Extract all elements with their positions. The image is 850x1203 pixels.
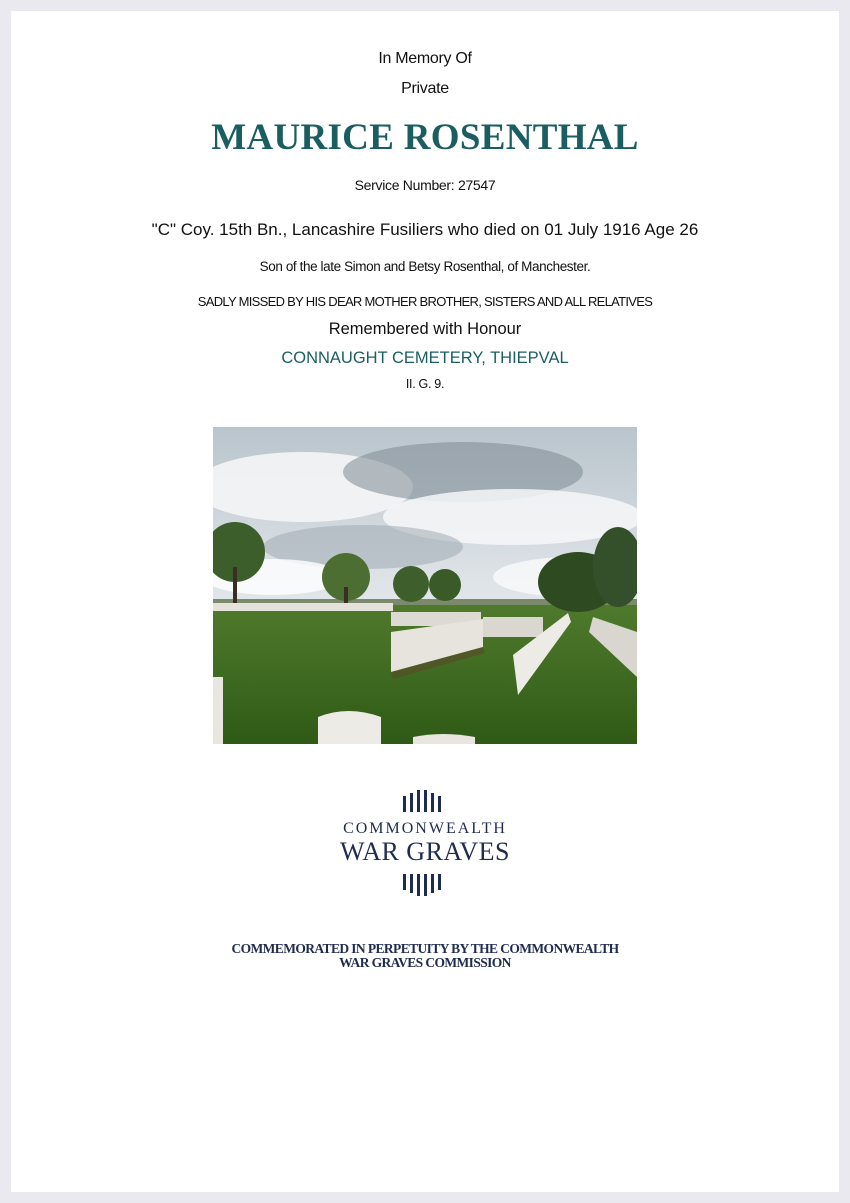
footer-line-1: COMMEMORATED IN PERPETUITY BY THE COMMONWEALTH: [231, 941, 619, 956]
logo-text-commonwealth: COMMONWEALTH: [343, 820, 507, 837]
unit-line: "C" Coy. 15th Bn., Lancashire Fusiliers who died on 01 July 1916 Age 26: [151, 220, 699, 239]
soldier-name: MAURICE ROSENTHAL: [211, 117, 639, 158]
inscription-text: SADLY MISSED BY HIS DEAR MOTHER BROTHER, SISTERS AND ALL RELATIVES: [197, 294, 653, 309]
intro-text: In Memory Of: [378, 50, 472, 67]
rank-text: Private: [401, 80, 449, 97]
logo-text-war-graves: WAR GRAVES: [340, 837, 510, 866]
footer-line-2: WAR GRAVES COMMISSION: [339, 955, 511, 970]
honour-text: Remembered with Honour: [328, 320, 522, 338]
grave-reference: II. G. 9.: [405, 377, 445, 391]
cemetery-photo: [213, 427, 637, 744]
certificate-page: [11, 11, 839, 1192]
logo-bars-bottom-icon: [403, 874, 447, 896]
logo-bars-top-icon: [403, 790, 447, 812]
cwgc-logo: [325, 787, 525, 899]
service-number: Service Number: 27547: [354, 177, 496, 193]
family-text: Son of the late Simon and Betsy Rosenthal, of Manchester.: [259, 259, 591, 274]
cemetery-name: CONNAUGHT CEMETERY, THIEPVAL: [281, 349, 569, 367]
